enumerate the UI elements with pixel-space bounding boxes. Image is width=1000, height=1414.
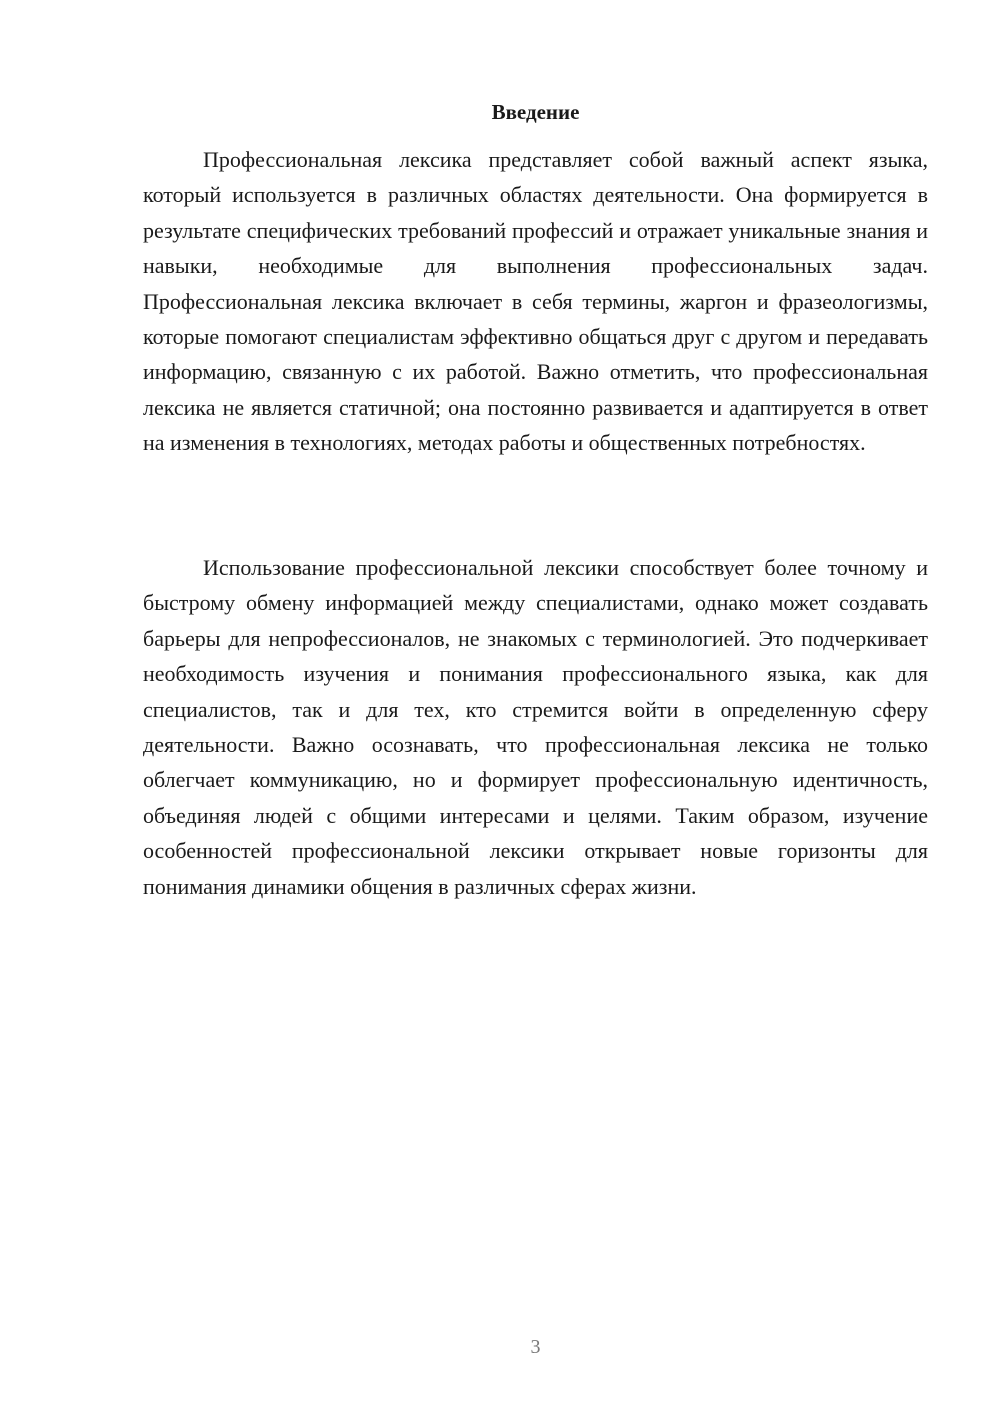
page-number: 3 xyxy=(530,1336,541,1358)
paragraph-2: Использование профессиональной лексики способствует более точному и быстрому обмену информацией между специалистами, однако может создавать барьеры для непрофессионалов, не знакомых с терминологией. Это подчеркивает необходимость изучения и понимания профессионального языка, как для специалистов, так и для тех, кто стремится войти в определенную сферу деятельности. Важно осознавать, что профессиональная лексика не только облегчает коммуникацию, но и формирует профессиональную идентичность, объединяя людей с общими интересами и целями. Таким образом, изучение особенностей профессиональной лексики открывает новые горизонты для понимания динамики общения в различных сферах жизни. xyxy=(143,555,928,899)
paragraph-1: Профессиональная лексика представляет собой важный аспект языка, который используется в различных областях деятельности. Она формируется в результате специфических требований профессий и отражает уникальные знания и навыки, необходимые для выполнения профессиональных задач. Профессиональная лексика включает в себя термины, жаргон и фразеологизмы, которые помогают специалистам эффективно общаться друг с другом и передавать информацию, связанную с их работой. Важно отметить, что профессиональная лексика не является статичной; она постоянно развивается и адаптируется в ответ на изменения в технологиях, методах работы и общественных потребностях. xyxy=(143,147,928,456)
section-heading: Введение xyxy=(491,100,580,124)
